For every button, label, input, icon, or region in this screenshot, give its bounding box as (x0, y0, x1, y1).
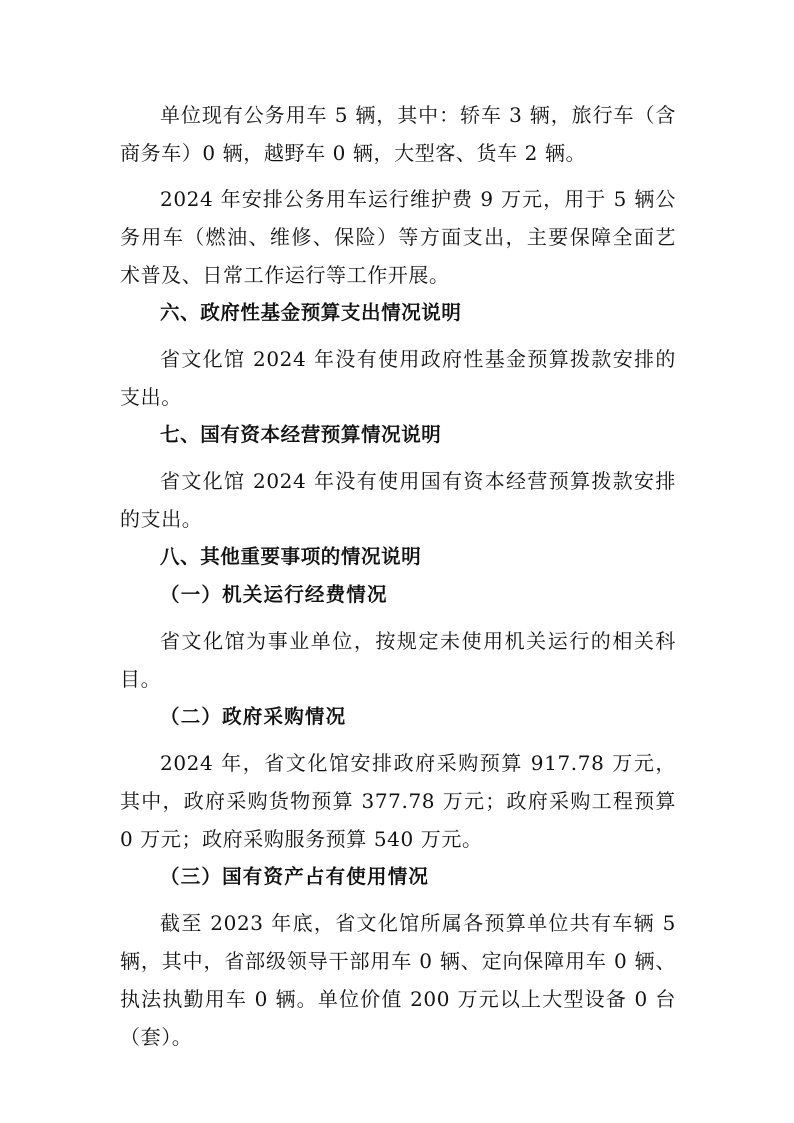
paragraph-vehicle-count: 单位现有公务用车 5 辆，其中：轿车 3 辆，旅行车（含商务车）0 辆，越野车 0 辆，大型客、货车 2 辆。 (120, 103, 676, 165)
subheading-operating-expenses: （一）机关运行经费情况 (160, 583, 388, 606)
paragraph-state-assets: 截至 2023 年底，省文化馆所属各预算单位共有车辆 5 辆，其中，省部级领导干部用车 0 辆、定向保障用车 0 辆、执法执勤用车 0 辆。单位价值 200 万元以上大型设备 0 台（套）。 (120, 911, 676, 1049)
paragraph-state-capital: 省文化馆 2024 年没有使用国有资本经营预算拨款安排的支出。 (120, 469, 676, 531)
document-body (120, 96, 676, 1056)
paragraph-vehicle-maintenance: 2024 年安排公务用车运行维护费 9 万元，用于 5 辆公务用车（燃油、维修、保险）等方面支出，主要保障全面艺术普及、日常工作运行等工作开展。 (120, 187, 676, 287)
section-heading-government-fund: 六、政府性基金预算支出情况说明 (160, 301, 462, 324)
subheading-government-procurement: （二）政府采购情况 (160, 705, 347, 728)
section-heading-state-capital: 七、国有资本经营预算情况说明 (160, 423, 442, 446)
paragraph-government-fund: 省文化馆 2024 年没有使用政府性基金预算拨款安排的支出。 (120, 347, 676, 409)
paragraph-government-procurement: 2024 年，省文化馆安排政府采购预算 917.78 万元，其中，政府采购货物预算 377.78 万元；政府采购工程预算 0 万元；政府采购服务预算 540 万元。 (120, 751, 676, 851)
section-heading-other-matters: 八、其他重要事项的情况说明 (160, 545, 422, 568)
subheading-state-assets: （三）国有资产占有使用情况 (160, 865, 430, 888)
paragraph-operating-expenses: 省文化馆为事业单位，按规定未使用机关运行的相关科目。 (120, 629, 676, 691)
